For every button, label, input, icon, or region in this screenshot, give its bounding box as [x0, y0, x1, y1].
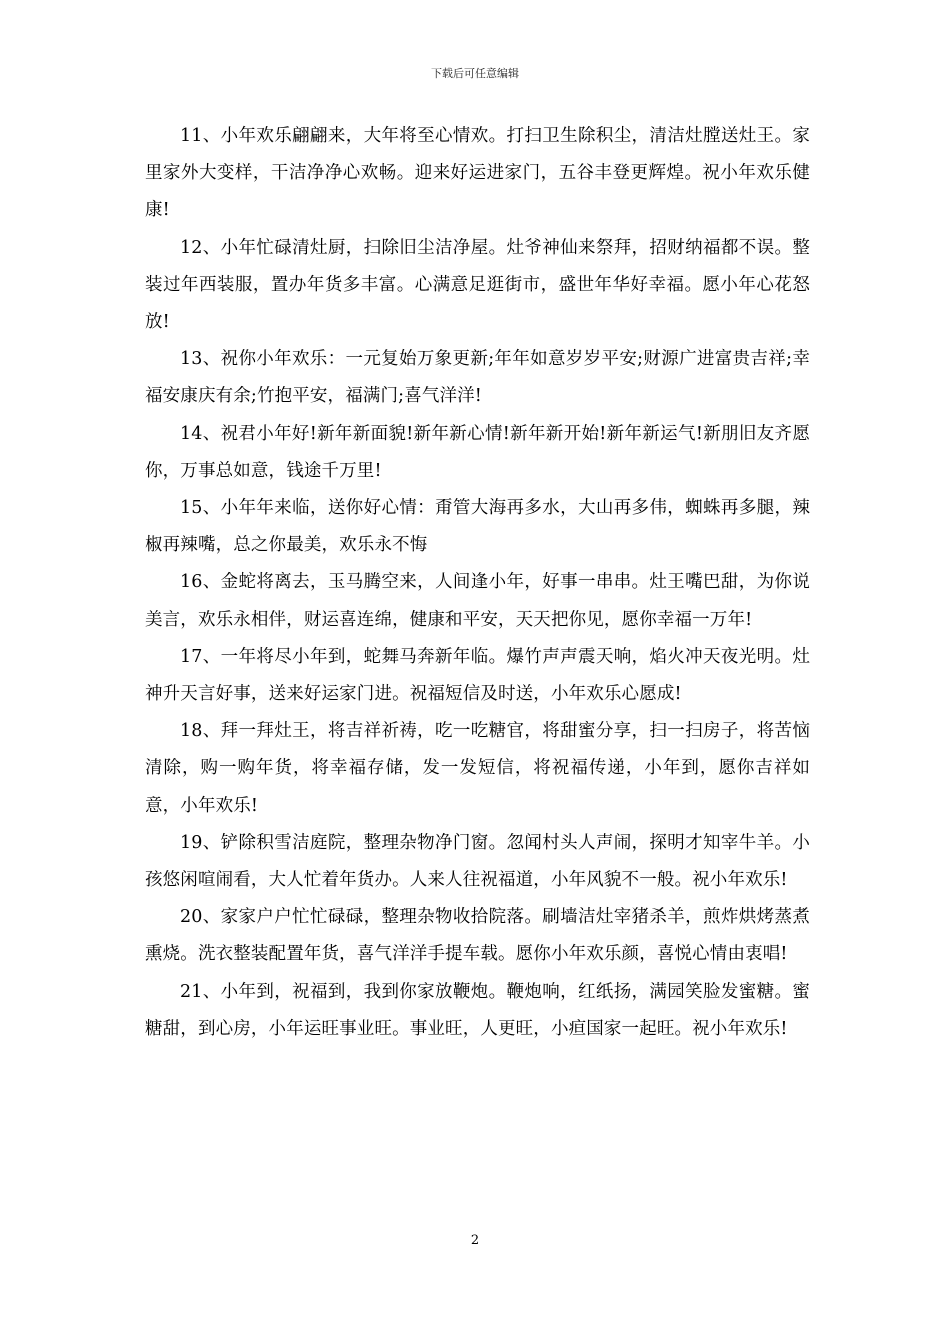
paragraph-12: 12、小年忙碌清灶厨，扫除旧尘洁净屋。灶爷神仙来祭拜，招财纳福都不误。整装过年西装服，置办年货多丰富。心满意足逛街市，盛世年华好幸福。愿小年心花怒放!	[145, 237, 810, 333]
paragraph-13: 13、祝你小年欢乐：一元复始万象更新;年年如意岁岁平安;财源广进富贵吉祥;幸福安康庆有余;竹抱平安，福满门;喜气洋洋!	[145, 349, 810, 407]
paragraph-16: 16、金蛇将离去，玉马腾空来，人间逢小年，好事一串串。灶王嘴巴甜，为你说美言，欢乐永相伴，财运喜连绵，健康和平安，天天把你见，愿你幸福一万年!	[145, 572, 810, 630]
page-number: 2	[470, 1233, 480, 1248]
document-body	[145, 118, 810, 1048]
paragraph-11: 11、小年欢乐翩翩来，大年将至心情欢。打扫卫生除积尘，清洁灶膛送灶王。家里家外大变样，干洁净净心欢畅。迎来好运进家门，五谷丰登更辉煌。祝小年欢乐健康!	[145, 126, 810, 221]
paragraph-17: 17、一年将尽小年到，蛇舞马奔新年临。爆竹声声震天响，焰火冲天夜光明。灶神升天言好事，送来好运家门进。祝福短信及时送，小年欢乐心愿成!	[145, 646, 810, 705]
paragraph-18: 18、拜一拜灶王，将吉祥祈祷，吃一吃糖官，将甜蜜分享，扫一扫房子，将苦恼清除，购一购年货，将幸福存储，发一发短信，将祝福传递，小年到，愿你吉祥如意，小年欢乐!	[145, 721, 810, 816]
paragraph-14: 14、祝君小年好!新年新面貌!新年新心情!新年新开始!新年新运气!新朋旧友齐愿你，万事总如意，钱途千万里!	[145, 423, 810, 481]
paragraph-19: 19、铲除积雪洁庭院，整理杂物净门窗。忽闻村头人声闹，探明才知宰牛羊。小孩悠闲喧闹看，大人忙着年货办。人来人往祝福道，小年风貌不一般。祝小年欢乐!	[145, 832, 810, 891]
paragraph-21: 21、小年到，祝福到，我到你家放鞭炮。鞭炮响，红纸扬，满园笑脸发蜜糖。蜜糖甜，到心房，小年运旺事业旺。事业旺，人更旺，小疸国家一起旺。祝小年欢乐!	[145, 981, 810, 1039]
paragraph-15: 15、小年年来临，送你好心情：甭管大海再多水，大山再多伟，蜘蛛再多腿，辣椒再辣嘴，总之你最美，欢乐永不悔	[145, 498, 810, 556]
paragraph-20: 20、家家户户忙忙碌碌，整理杂物收拾院落。刷墙洁灶宰猪杀羊，煎炸烘烤蒸煮熏烧。洗衣整装配置年货，喜气洋洋手提车载。愿你小年欢乐颜，喜悦心情由衷唱!	[145, 907, 810, 965]
page-header: 下载后可任意编辑	[431, 67, 519, 80]
